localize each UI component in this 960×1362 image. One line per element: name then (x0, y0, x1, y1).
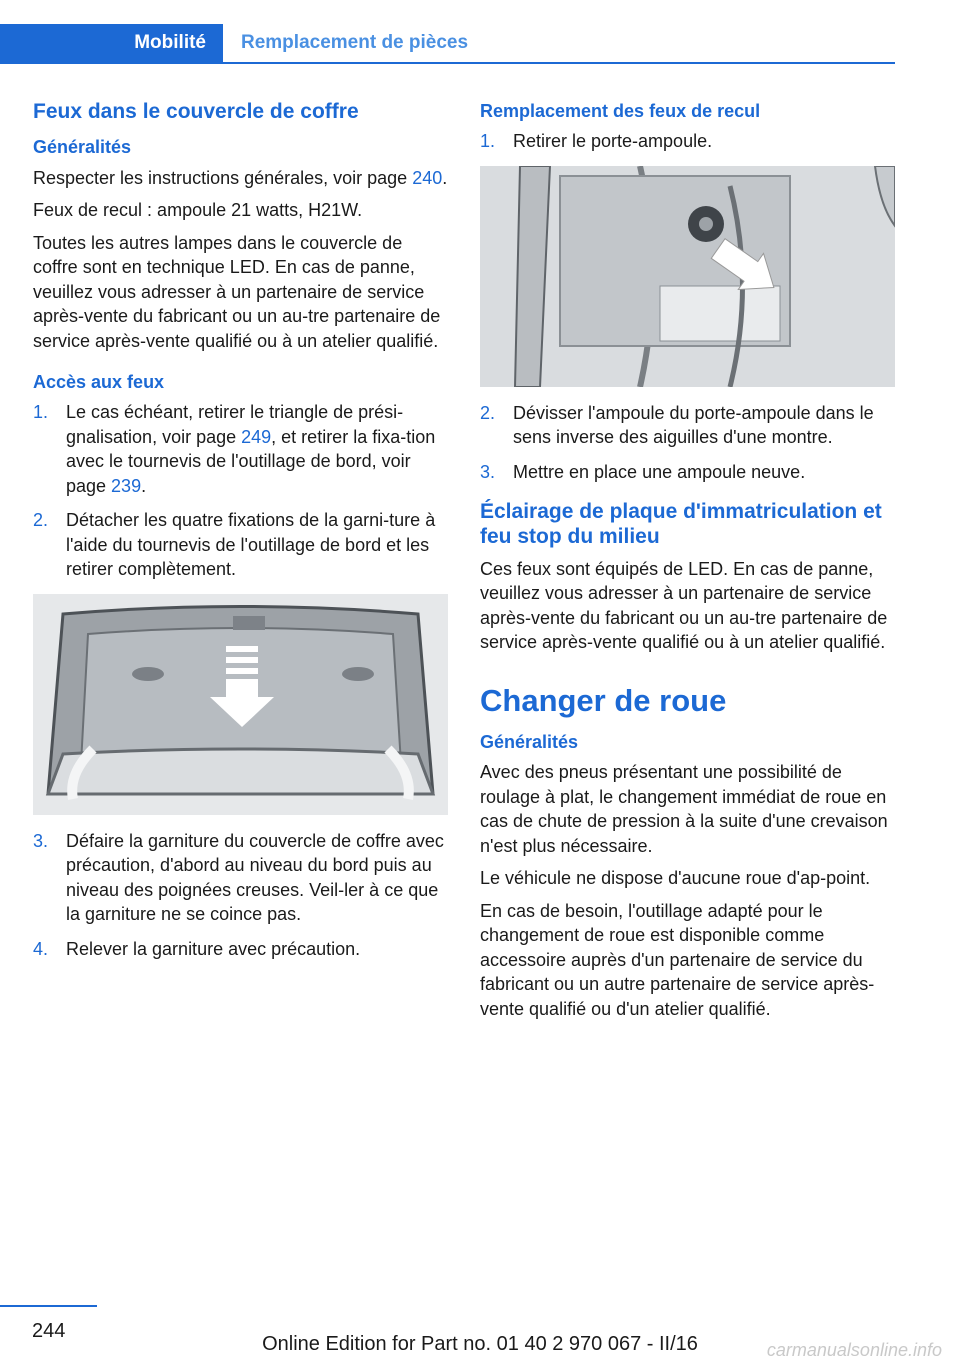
list-item (480, 129, 895, 154)
page-link-240[interactable]: 240 (412, 167, 443, 188)
paragraph-led: Toutes les autres lampes dans le couvercle de coffre sont en technique LED. En cas de panne, veuillez vous adresser à un partenaire de service après-vente du fabricant ou un au‐tre partenaire de service après-vente qualifié ou à un atelier qualifié. (33, 232, 441, 351)
paragraph-instructions (33, 166, 448, 191)
step-text: Retirer le porte-ampoule. (513, 131, 713, 152)
tab-mobilite-label: Mobilité (134, 32, 206, 53)
steps-list-recul (480, 129, 895, 154)
paragraph-roulage-plat: Avec des pneus présentant une possibilité de roulage à plat, le changement immédiat de roue en cas de chute de pression à la suite d'une crevaison n'est plus nécessaire. (480, 762, 888, 856)
step-number: 1. (480, 131, 496, 152)
right-column (480, 100, 895, 1029)
paragraph-roue-appoint: Le véhicule ne dispose d'aucune roue d'ap‐point. (480, 868, 871, 889)
text-run: . (141, 475, 147, 496)
left-column (33, 100, 448, 971)
subheading-generalites-roue: Généralités (480, 731, 579, 752)
bulb-holder-figure (480, 166, 895, 387)
bulb-holder-illustration (480, 166, 895, 387)
trunk-lid-figure (33, 594, 448, 815)
paragraph-outillage: En cas de besoin, l'outillage adapté pour le changement de roue est disponible comme accessoire auprès d'un partenaire de service du fabricant ou un autre partenaire de service après-vente qualifié ou d'un atelier qualifié. (480, 900, 875, 1019)
chapter-title-changer-roue: Changer de roue (480, 682, 727, 718)
list-item (33, 937, 448, 962)
text-run: Le cas échéant, retirer le triangle de prési‐gnalisation, voir page (66, 402, 404, 447)
list-item (480, 401, 895, 450)
step-number: 2. (480, 402, 496, 423)
tab-remplacement-label: Remplacement de pièces (241, 32, 469, 53)
text-run: , et retirer la fixa‐tion avec le tournevis de l'outillage de bord, voir page (66, 426, 436, 496)
list-item (33, 400, 448, 498)
step-text: Mettre en place une ampoule neuve. (513, 461, 806, 482)
step-number: 3. (480, 461, 496, 482)
list-item (480, 460, 895, 485)
steps-list-access-cont (33, 829, 448, 962)
step-number: 3. (33, 830, 49, 851)
text-run: . (442, 167, 448, 188)
subheading-generalites: Généralités (33, 137, 132, 158)
footer-edition: Online Edition for Part no. 01 40 2 970 067 - II/16 (262, 1333, 698, 1355)
steps-list-access (33, 400, 448, 582)
section-title-feux-coffre: Feux dans le couvercle de coffre (33, 100, 359, 123)
steps-list-recul-cont (480, 401, 895, 485)
tab-mobilite[interactable] (0, 24, 223, 62)
tab-remplacement-pieces[interactable] (241, 24, 468, 62)
paragraph-ampoule: Feux de recul : ampoule 21 watts, H21W. (33, 200, 363, 221)
step-text: Relever la garniture avec précaution. (66, 938, 361, 959)
subheading-feux-recul: Remplacement des feux de recul (480, 101, 761, 121)
section-title-plaque: Éclairage de plaque d'immatriculation et feu stop du milieu (480, 500, 882, 548)
list-item (33, 508, 448, 582)
header-bar (0, 24, 895, 64)
page-number-rule (0, 1305, 97, 1307)
list-item (33, 829, 448, 927)
paragraph-plaque: Ces feux sont équipés de LED. En cas de panne, veuillez vous adresser à un partenaire de service après-vente du fabricant ou un au‐tre partenaire de service après-vente qualifié ou à un atelier qualifié. (480, 558, 888, 653)
subheading-acces-feux: Accès aux feux (33, 372, 165, 393)
step-text: Détacher les quatre fixations de la garni‐ture à l'aide du tournevis de l'outillage de bord et les retirer complètement. (66, 510, 436, 580)
step-number: 4. (33, 938, 49, 959)
trunk-lid-illustration (33, 594, 448, 815)
page-link-239[interactable]: 239 (111, 475, 142, 496)
page-link-249[interactable]: 249 (241, 426, 272, 447)
step-text: Dévisser l'ampoule du porte-ampoule dans le sens inverse des aiguilles d'une montre. (513, 402, 874, 448)
step-number: 1. (33, 402, 49, 423)
text-run: Respecter les instructions générales, voir page (33, 167, 413, 188)
page-number: 244 (32, 1320, 66, 1342)
step-text: Défaire la garniture du couvercle de coffre avec précaution, d'abord au niveau du bord puis au niveau des poignées creuses. Veil‐ler à ce que la garniture ne se coince pas. (66, 830, 444, 925)
watermark: carmanualsonline.info (766, 1340, 942, 1360)
step-number: 2. (33, 510, 49, 531)
